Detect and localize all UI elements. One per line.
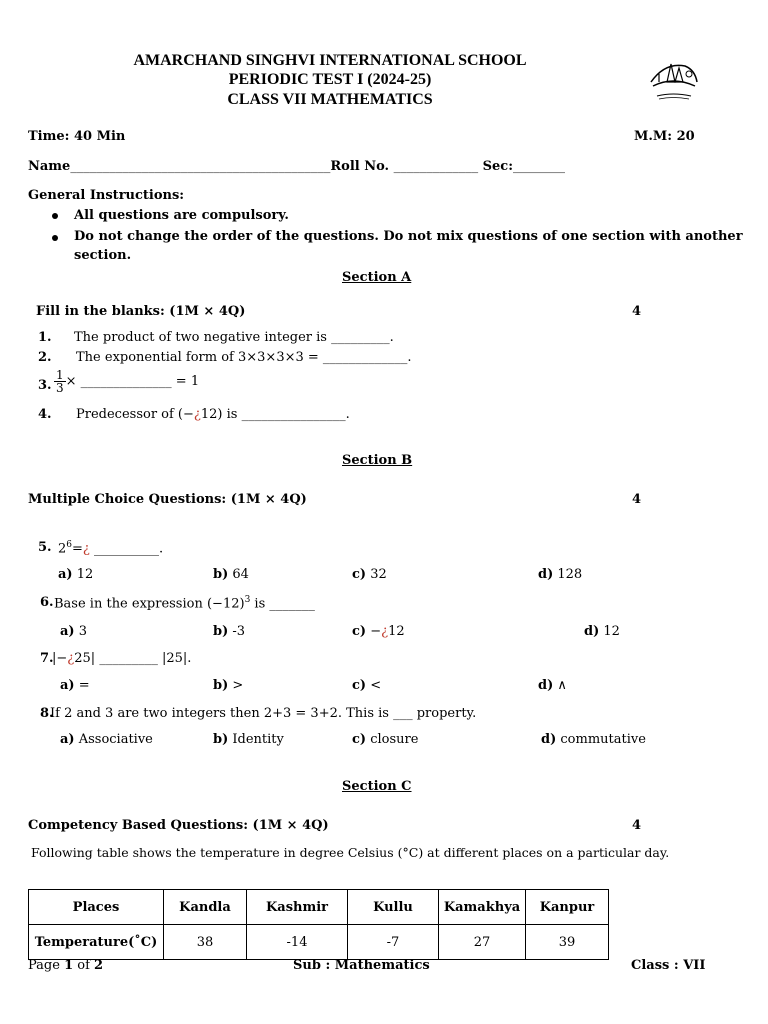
option-label: b): [213, 678, 229, 693]
q5-number: 5.: [38, 540, 52, 555]
option-glyph: ¿: [381, 624, 389, 639]
table-cell: 39: [526, 925, 609, 960]
q4-number: 4.: [38, 407, 52, 422]
option-text: 128: [553, 567, 583, 582]
q7-text-pre: |−: [52, 651, 68, 666]
q1-text: The product of two negative integer is _________.: [74, 330, 394, 345]
table-header-cell: Kullu: [348, 890, 439, 925]
q1-number: 1.: [38, 330, 52, 345]
q3-text: × ______________ = 1: [65, 374, 200, 389]
q7-number: 7.: [40, 651, 54, 666]
name-label: Name: [28, 159, 71, 174]
q7-option-d: [538, 678, 567, 693]
q2-text: The exponential form of 3×3×3×3 = _____________.: [76, 350, 412, 365]
option-text: Identity: [228, 732, 284, 747]
q6-option-d: [584, 624, 620, 639]
q7-glyph: ¿: [67, 651, 75, 666]
option-label: c): [352, 732, 367, 747]
roll-field[interactable]: _____________: [393, 159, 479, 174]
option-label: a): [58, 567, 73, 582]
q7-text: [52, 651, 191, 666]
section-c-intro: Following table shows the temperature in degree Celsius (°C) at different places on a particular day.: [31, 845, 670, 860]
table-header-row: [29, 890, 609, 925]
option-label: a): [60, 624, 75, 639]
table-header-cell: Places: [29, 890, 164, 925]
page-current: 1: [64, 958, 74, 973]
q5-option-d: [538, 567, 582, 582]
q5-option-c: [352, 567, 387, 582]
q5-base: 2: [58, 541, 67, 557]
section-b-title: Section B: [342, 453, 413, 468]
q6-text: [54, 595, 315, 611]
q5-blank: __________.: [89, 541, 164, 557]
table-cell: 27: [439, 925, 526, 960]
instructions-title: General Instructions:: [28, 188, 185, 203]
section-c-heading: Competency Based Questions: (1M × 4Q): [28, 818, 329, 833]
table-cell: -7: [348, 925, 439, 960]
instruction-item: All questions are compulsory.: [74, 208, 289, 223]
section-b-heading: Multiple Choice Questions: (1M × 4Q): [28, 492, 307, 507]
name-field[interactable]: ________________________________________: [70, 159, 331, 174]
q6-blank: is _______: [250, 596, 315, 612]
option-text: 64: [228, 567, 249, 582]
q5-option-a: [58, 567, 93, 582]
q5-text: [58, 540, 163, 556]
q6-exponent: 3: [244, 595, 251, 605]
q7-text-post: 25| _________ |25|.: [74, 651, 192, 666]
page-mid: of: [73, 958, 95, 973]
page-number: [28, 958, 103, 973]
footer-class: Class : VII: [631, 958, 706, 973]
q6-option-a: [60, 624, 87, 639]
page-total: 2: [94, 958, 104, 973]
option-label: b): [213, 624, 229, 639]
q3-fraction-denominator: 3: [56, 381, 64, 395]
option-text: closure: [366, 732, 419, 747]
table-row: [29, 925, 609, 960]
q8-number: 8.: [40, 706, 54, 721]
option-label: d): [584, 624, 600, 639]
option-text-post: 12: [388, 624, 405, 639]
class-subject: CLASS VII MATHEMATICS: [227, 91, 433, 108]
section-b-marks: 4: [632, 492, 642, 507]
table-header-cell: Kandla: [164, 890, 247, 925]
option-text: >: [228, 678, 244, 693]
option-label: a): [60, 732, 75, 747]
table-cell: -14: [247, 925, 348, 960]
q5-glyph: ¿: [82, 541, 90, 557]
q5-equals: =: [72, 541, 83, 557]
q6-number: 6.: [40, 595, 54, 610]
option-label: d): [538, 567, 554, 582]
section-c-marks: 4: [632, 818, 642, 833]
q7-option-c: [352, 678, 381, 693]
q7-option-b: [213, 678, 243, 693]
sec-label: Sec:: [478, 159, 514, 174]
option-text: Associative: [74, 732, 153, 747]
footer-subject: Sub : Mathematics: [293, 958, 430, 973]
q3-fraction-numerator: 1: [56, 368, 64, 382]
q4-glyph: ¿: [193, 407, 201, 422]
option-label: d): [538, 678, 554, 693]
school-name: AMARCHAND SINGHVI INTERNATIONAL SCHOOL: [133, 52, 527, 69]
temperature-table: [28, 889, 609, 960]
q6-option-b: [213, 624, 245, 639]
table-header-cell: Kamakhya: [439, 890, 526, 925]
q7-option-a: [60, 678, 90, 693]
page-pre: Page: [28, 958, 65, 973]
q3-fraction: [54, 369, 66, 394]
school-emblem-icon: [645, 52, 701, 104]
section-a-marks: 4: [632, 304, 642, 319]
q8-option-a: [60, 732, 153, 747]
time-label: Time: 40 Min: [28, 129, 126, 144]
option-label: a): [60, 678, 75, 693]
q8-option-c: [352, 732, 418, 747]
sec-field[interactable]: ________: [513, 159, 566, 174]
q8-option-b: [213, 732, 284, 747]
table-header-cell: Kashmir: [247, 890, 348, 925]
option-label: c): [352, 567, 367, 582]
q3-expression: [54, 369, 199, 394]
option-text: =: [74, 678, 90, 693]
q8-option-d: [541, 732, 646, 747]
bullet-icon: [52, 213, 58, 219]
option-label: b): [213, 567, 229, 582]
option-label: d): [541, 732, 557, 747]
q6-text-pre: Base in the expression: [54, 596, 207, 612]
bullet-icon: [52, 235, 58, 241]
option-text: <: [366, 678, 382, 693]
instruction-item: Do not change the order of the questions. Do not mix questions of one section with another: [74, 229, 743, 244]
option-text: 3: [74, 624, 87, 639]
test-title: PERIODIC TEST I (2024-25): [228, 71, 432, 88]
option-label: b): [213, 732, 229, 747]
option-text: commutative: [556, 732, 646, 747]
q6-expression: (−12): [206, 596, 245, 612]
q5-exponent: 6: [66, 540, 73, 550]
section-c-title: Section C: [342, 779, 412, 794]
option-text: -3: [228, 624, 246, 639]
table-row-label: Temperature(˚C): [29, 925, 164, 960]
option-text: −: [366, 624, 382, 639]
option-text: 12: [599, 624, 620, 639]
q6-option-c: [352, 624, 405, 639]
instruction-item-cont: section.: [74, 248, 132, 263]
max-marks: M.M: 20: [634, 129, 695, 144]
q4-text-pre: Predecessor of (−: [76, 407, 194, 422]
option-label: c): [352, 678, 367, 693]
q2-number: 2.: [38, 350, 52, 365]
student-details-line: [28, 159, 565, 174]
q4-text: [76, 407, 350, 422]
table-header-cell: Kanpur: [526, 890, 609, 925]
section-a-heading: Fill in the blanks: (1M × 4Q): [36, 304, 246, 319]
option-text: ∧: [553, 678, 567, 693]
q8-text: If 2 and 3 are two integers then 2+3 = 3+2. This is ___ property.: [50, 706, 477, 721]
q3-number: 3.: [38, 378, 52, 393]
table-cell: 38: [164, 925, 247, 960]
option-text: 12: [72, 567, 94, 582]
option-text: 32: [366, 567, 387, 582]
roll-label: Roll No.: [330, 159, 394, 174]
option-label: c): [352, 624, 367, 639]
section-a-title: Section A: [342, 270, 412, 285]
q5-option-b: [213, 567, 249, 582]
q4-text-post: 12) is ________________.: [200, 407, 350, 422]
